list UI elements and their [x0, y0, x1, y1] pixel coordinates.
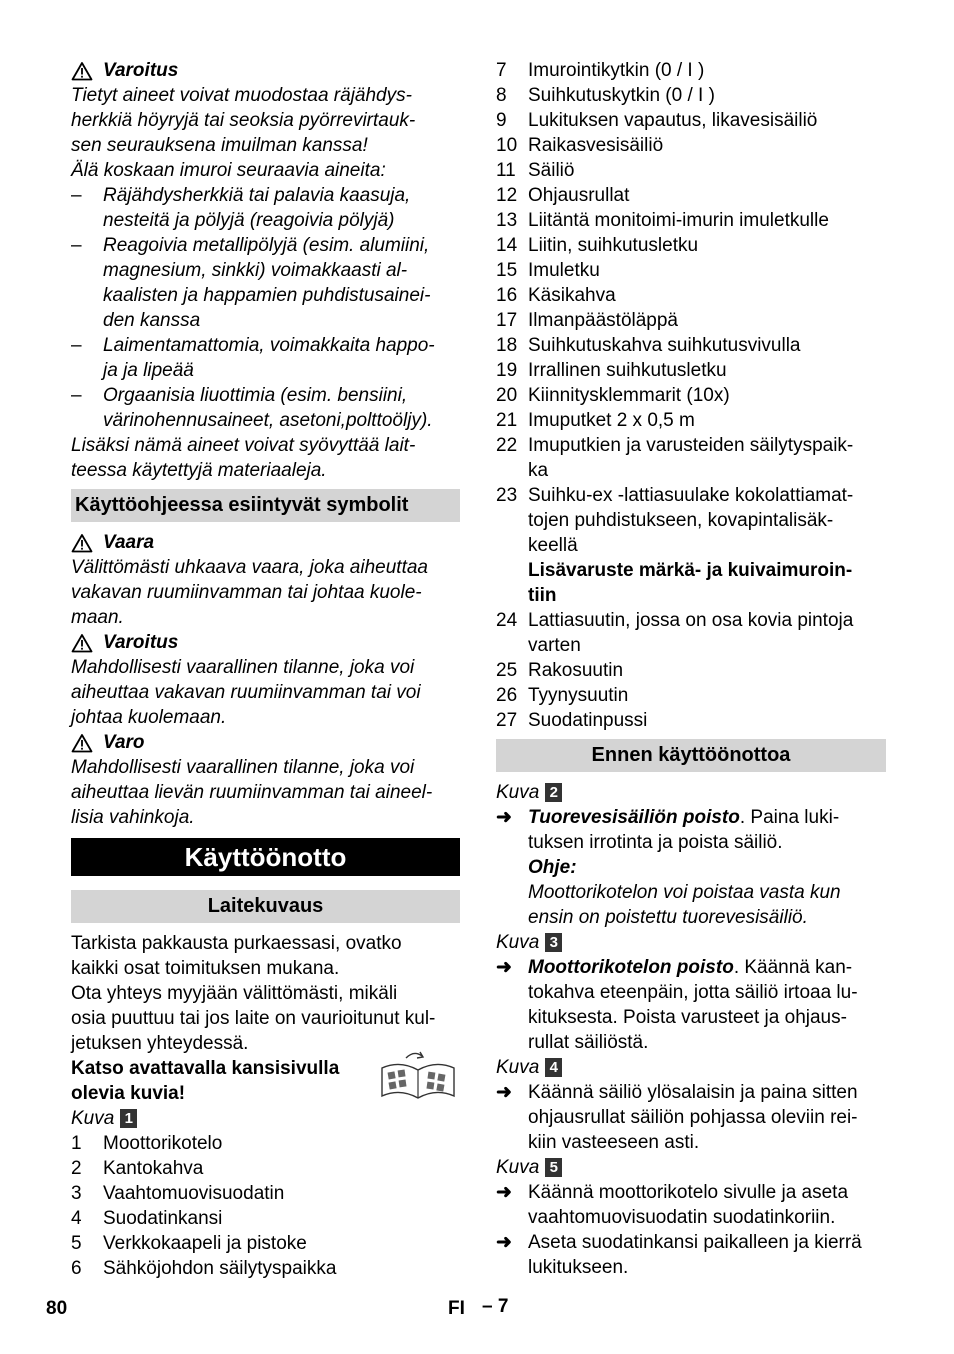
figure-number-badge: 1: [120, 1109, 137, 1128]
danger-title: Vaara: [103, 532, 155, 553]
arrow-right-icon: ➜: [496, 1082, 512, 1103]
instruction-step: ➜ Tuorevesisäiliön poisto. Paina luki- tuksen irrotinta ja poista säiliö.: [496, 807, 840, 853]
list-item: 21 Imuputket 2 x 0,5 m: [496, 410, 695, 431]
instruction-step: ➜ Aseta suodatinkansi paikalleen ja kierrä lukitukseen.: [496, 1232, 862, 1278]
caution-title: Varo: [103, 732, 145, 753]
list-item: 6 Sähköjohdon säilytyspaikka: [71, 1258, 337, 1279]
list-item: – Reagoivia metallipölyjä (esim. alumiini, magnesium, sinkki) voimakkaasti al- kaalisten ja happamien puhdistusainei- den kanssa: [71, 235, 431, 331]
list-item: 2 Kantokahva: [71, 1158, 204, 1179]
list-item: 4 Suodatinkansi: [71, 1208, 223, 1229]
caution-heading: [71, 730, 460, 755]
warning-heading: [71, 58, 460, 83]
warning-text-line: johtaa kuolemaan.: [71, 707, 227, 728]
list-item: 5 Verkkokaapeli ja pistoke: [71, 1233, 307, 1254]
danger-text-line: Välittömästi uhkaava vaara, joka aiheuttaa: [71, 557, 428, 578]
figure-label: Kuva: [71, 1108, 115, 1129]
figure-number-badge: 4: [545, 1058, 562, 1077]
list-item: 7 Imurointikytkin (0 / I ): [496, 60, 705, 81]
list-item: – Orgaanisia liuottimia (esim. bensiini, värinohennusaineet, asetoni,polttoöljy).: [71, 385, 433, 431]
list-item: 17 Ilmanpäästöläppä: [496, 310, 678, 331]
body-text-line: osia puuttuu tai jos laite on vaurioitunut kul-: [71, 1008, 436, 1029]
list-item: 25 Rakosuutin: [496, 660, 624, 681]
list-item: 26 Tyynysuutin: [496, 685, 629, 706]
figure-number-badge: 2: [545, 783, 562, 802]
list-item: 24 Lattiasuutin, jossa on osa kovia pintoja varten: [496, 610, 854, 656]
list-item: – Laimentamattomia, voimakkaita happo- ja ja lipeää: [71, 335, 435, 381]
warning-title: Varoitus: [103, 60, 179, 81]
warning-title: Varoitus: [103, 632, 179, 653]
list-item: 11 Säiliö: [496, 160, 575, 181]
list-item: 27 Suodatinpussi: [496, 710, 648, 731]
figure-label: Kuva: [496, 1057, 540, 1078]
arrow-right-icon: ➜: [496, 1232, 512, 1253]
instruction-step: ➜ Käännä säiliö ylösalaisin ja paina sitten ohjausrullat säiliön pohjassa oleviin rei- kiin vasteeseen asti.: [496, 1082, 858, 1153]
figure-reference: [496, 780, 886, 805]
list-item: 19 Irrallinen suihkutusletku: [496, 360, 727, 381]
section-heading-laitekuvaus: Laitekuvaus: [71, 890, 460, 923]
figure-number-badge: 3: [545, 933, 562, 952]
warning-heading: [71, 630, 460, 655]
figure-reference: [496, 930, 886, 955]
body-text-line: Ota yhteys myyjään välittömästi, mikäli: [71, 983, 398, 1004]
list-item: 18 Suihkutuskahva suihkutusvivulla: [496, 335, 801, 356]
see-cover-text: Katso avattavalla kansisivulla: [71, 1058, 340, 1079]
warning-text-line: Tietyt aineet voivat muodostaa räjähdys-: [71, 85, 412, 106]
figure-reference: [71, 1106, 460, 1131]
see-cover-text: olevia kuvia!: [71, 1083, 186, 1104]
list-item: 3 Vaahtomuovisuodatin: [71, 1183, 285, 1204]
note-label: Ohje:: [528, 857, 577, 878]
list-item: 9 Lukituksen vapautus, likavesisäiliö: [496, 110, 818, 131]
warning-triangle-icon: [71, 533, 93, 553]
see-cover-note: [71, 1056, 460, 1106]
danger-text-line: vakavan ruumiinvamman tai johtaa kuole-: [71, 582, 422, 603]
warning-triangle-icon: [71, 633, 93, 653]
warning-triangle-icon: [71, 733, 93, 753]
open-book-icon: [376, 1048, 460, 1104]
right-column: [496, 58, 886, 1280]
caution-text-line: aiheuttaa lievän ruumiinvamman tai aineel-: [71, 782, 433, 803]
arrow-right-icon: ➜: [496, 1182, 512, 1203]
warning-text-line: Lisäksi nämä aineet voivat syövyttää lait-: [71, 435, 416, 456]
danger-heading: [71, 530, 460, 555]
list-item: – Räjähdysherkkiä tai palavia kaasuja, nesteitä ja pölyjä (reagoivia pölyjä): [71, 185, 411, 231]
arrow-right-icon: ➜: [496, 957, 512, 978]
note: Ohje: Moottorikotelon voi poistaa vasta kun ensin on poistettu tuorevesisäiliö.: [528, 857, 841, 928]
list-item: 23 Suihku-ex -lattiasuulake kokolattiamat- tojen puhdistukseen, kovapintalisäk- keellä: [496, 485, 854, 556]
language-code: FI: [448, 1298, 465, 1319]
left-column: [71, 58, 460, 1281]
chapter-heading: Käyttöönotto: [71, 838, 460, 876]
page-number: 80: [46, 1298, 68, 1319]
body-text-line: kaikki osat toimituksen mukana.: [71, 958, 340, 979]
figure-reference: [496, 1155, 886, 1180]
body-text-line: Tarkista pakkausta purkaessasi, ovatko: [71, 933, 402, 954]
warning-text-line: Mahdollisesti vaarallinen tilanne, joka voi: [71, 657, 415, 678]
body-text-line: jetuksen yhteydessä.: [71, 1033, 249, 1054]
instruction-step: ➜ Käännä moottorikotelo sivulle ja aseta vaahtomuovisuodatin suodatinkoriin.: [496, 1182, 849, 1228]
list-item: 20 Kiinnitysklemmarit (10x): [496, 385, 730, 406]
caution-text-line: Mahdollisesti vaarallinen tilanne, joka voi: [71, 757, 415, 778]
section-heading-symbols: Käyttöohjeessa esiintyvät symbolit: [71, 489, 460, 522]
list-item: 14 Liitin, suihkutusletku: [496, 235, 699, 256]
danger-text-line: maan.: [71, 607, 124, 628]
list-item: 10 Raikasvesisäiliö: [496, 135, 664, 156]
warning-text-line: aiheuttaa vakavan ruumiinvamman tai voi: [71, 682, 421, 703]
arrow-right-icon: ➜: [496, 807, 512, 828]
list-item: 13 Liitäntä monitoimi-imurin imuletkulle: [496, 210, 829, 231]
caution-text-line: lisia vahinkoja.: [71, 807, 195, 828]
accessory-heading: Lisävaruste märkä- ja kuivaimuroin- tiin: [528, 560, 853, 606]
list-item: 8 Suihkutuskytkin (0 / I ): [496, 85, 715, 106]
list-item: 12 Ohjausrullat: [496, 185, 630, 206]
figure-label: Kuva: [496, 932, 540, 953]
figure-label: Kuva: [496, 782, 540, 803]
list-item: 15 Imuletku: [496, 260, 600, 281]
warning-text-line: sen seurauksena imuilman kanssa!: [71, 135, 368, 156]
figure-reference: [496, 1055, 886, 1080]
warning-text-line: teessa käytettyjä materiaaleja.: [71, 460, 327, 481]
figure-number-badge: 5: [545, 1158, 562, 1177]
figure-label: Kuva: [496, 1157, 540, 1178]
section-heading-before-use: Ennen käyttöönottoa: [496, 739, 886, 772]
warning-text-line: Älä koskaan imuroi seuraavia aineita:: [71, 160, 386, 181]
instruction-step: ➜ Moottorikotelon poisto. Käännä kan- tokahva eteenpäin, jotta säiliö irtoaa lu- kituksesta. Poista varusteet ja ohjaus- rullat säiliöstä.: [496, 957, 858, 1053]
list-item: 16 Käsikahva: [496, 285, 616, 306]
warning-triangle-icon: [71, 61, 93, 81]
sub-page-number: – 7: [482, 1296, 509, 1317]
warning-text-line: herkkiä höyryjä tai seoksia pyörrevirtauk-: [71, 110, 416, 131]
list-item: 1 Moottorikotelo: [71, 1133, 223, 1154]
list-item: 22 Imuputkien ja varusteiden säilytyspaik- ka: [496, 435, 854, 481]
